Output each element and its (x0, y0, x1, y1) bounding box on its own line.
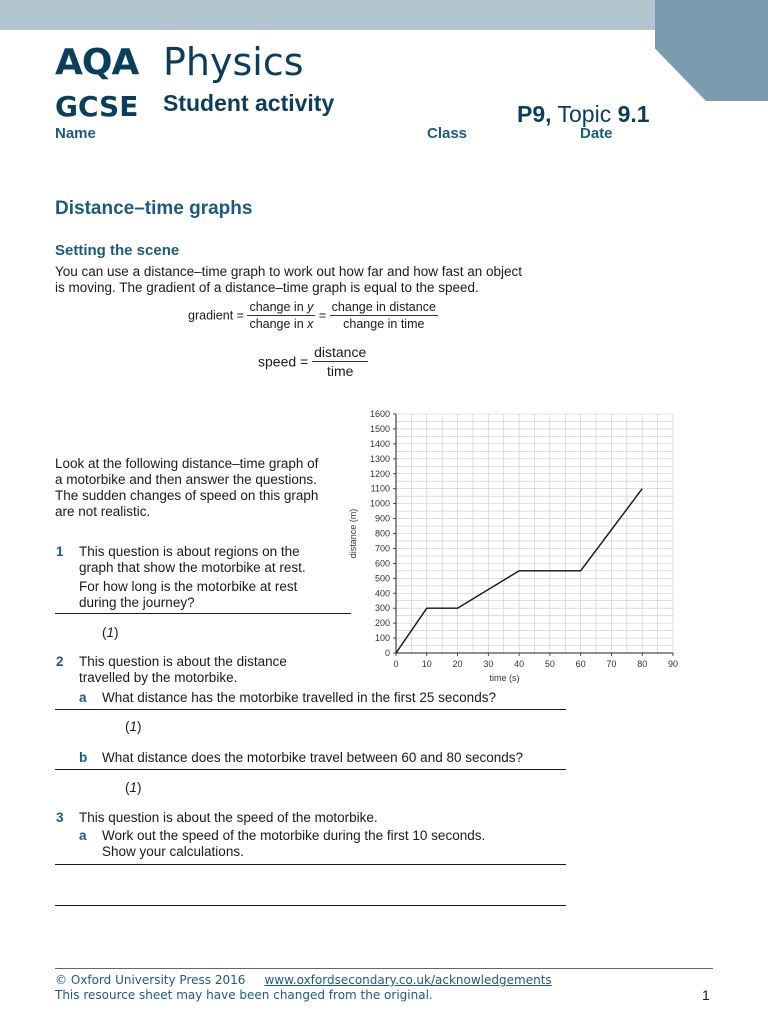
scene-line-2: is moving. The gradient of a distance–time graph is equal to the speed. (55, 280, 479, 295)
equals-sign: = (318, 308, 327, 323)
y-tick-label: 400 (374, 588, 390, 599)
name-label: Name (55, 125, 96, 142)
answer-line-q3a[interactable] (55, 864, 566, 865)
mark-allocation: (1) (102, 625, 119, 640)
question-2b-text: What distance does the motorbike travel between 60 and 80 seconds? (102, 750, 524, 765)
question-3a-letter: a (79, 828, 87, 843)
page-number: 1 (702, 987, 710, 1003)
y-axis-label: distance (m) (348, 508, 358, 559)
answer-line-q3a-2[interactable] (55, 905, 566, 906)
activity-label: Student activity (163, 90, 335, 116)
topic-number: 9.1 (617, 101, 650, 127)
y-tick-label: 900 (374, 513, 390, 524)
question-1-text (79, 544, 306, 611)
y-tick-label: 800 (374, 528, 390, 539)
footer-text (55, 973, 552, 987)
speed-numerator: distance (314, 344, 367, 360)
x-tick-label: 80 (637, 659, 648, 669)
x-tick-label: 30 (483, 659, 494, 669)
y-tick-label: 1000 (369, 498, 390, 509)
mark-allocation: (1) (125, 780, 142, 795)
aqa-logo: AQA (55, 42, 139, 83)
y-tick-label: 700 (374, 543, 390, 554)
y-tick-label: 1200 (369, 468, 390, 479)
subject-title: Physics (163, 40, 304, 84)
acknowledgements-link[interactable]: www.oxfordsecondary.co.uk/acknowledgements (264, 973, 552, 987)
question-2a-letter: a (79, 690, 87, 705)
question-2a-text: What distance has the motorbike travelled in the first 25 seconds? (102, 690, 496, 705)
answer-line-q2a[interactable] (55, 709, 566, 710)
question-line: This question is about the distance (79, 654, 287, 669)
y-tick-label: 0 (384, 648, 390, 658)
scene-paragraph (55, 264, 522, 296)
y-tick-label: 500 (374, 573, 390, 584)
y-tick-label: 100 (374, 633, 390, 644)
header-band (0, 0, 768, 30)
x-axis-label: time (s) (489, 673, 520, 683)
fraction-numerator-2: change in distance (331, 300, 436, 314)
question-3-number: 3 (56, 810, 64, 825)
x-tick-label: 90 (667, 659, 679, 669)
fraction-numerator: change in y (249, 300, 314, 314)
footer-divider (55, 968, 713, 969)
question-line: during the journey? (79, 595, 195, 610)
section-heading: Setting the scene (55, 242, 180, 259)
question-2-text (79, 654, 287, 686)
y-tick-label: 600 (374, 558, 390, 569)
intro-line: The sudden changes of speed on this graph (55, 488, 319, 503)
y-tick-label: 300 (374, 603, 390, 614)
question-line: This question is about regions on the (79, 544, 300, 559)
footer-note: This resource sheet may have been changed from the original. (55, 988, 433, 1002)
fraction-distance-over-time (330, 300, 438, 331)
fraction-speed (312, 344, 368, 379)
chart-grid (396, 414, 673, 653)
y-tick-label: 200 (374, 618, 390, 629)
question-line: graph that show the motorbike at rest. (79, 560, 306, 575)
x-tick-label: 20 (452, 659, 463, 669)
question-2-number: 2 (56, 654, 64, 669)
gcse-label: GCSE (55, 90, 139, 123)
topic-word: Topic (557, 101, 612, 127)
x-tick-label: 0 (393, 659, 399, 669)
date-label: Date (580, 125, 613, 142)
topic-label (517, 101, 650, 128)
intro-paragraph (55, 456, 318, 520)
speed-denominator: time (326, 363, 354, 379)
answer-line-q2b[interactable] (55, 769, 566, 770)
class-label: Class (427, 125, 468, 142)
copyright-text: © Oxford University Press 2016 (55, 973, 246, 987)
mark-allocation: (1) (125, 719, 142, 734)
distance-time-chart (340, 400, 685, 690)
y-tick-label: 1600 (369, 409, 390, 419)
fraction-denominator-2: change in time (343, 317, 425, 331)
question-line: For how long is the motorbike at rest (79, 579, 298, 594)
x-tick-label: 10 (421, 659, 432, 669)
fraction-denominator: change in x (249, 317, 314, 331)
page-title: Distance–time graphs (55, 198, 253, 219)
y-tick-label: 1500 (369, 423, 390, 434)
x-tick-label: 70 (606, 659, 617, 669)
header-hexagon-shape (655, 0, 768, 101)
fraction-y-over-x (247, 300, 315, 331)
question-line: travelled by the motorbike. (79, 670, 238, 685)
chart-ticks (370, 409, 678, 669)
x-tick-label: 60 (575, 659, 586, 669)
question-3-text: This question is about the speed of the motorbike. (79, 810, 378, 825)
question-3a-text (102, 828, 485, 860)
question-line: Show your calculations. (102, 844, 244, 859)
question-1-number: 1 (56, 544, 64, 559)
speed-formula (258, 344, 368, 379)
question-2b-letter: b (79, 750, 88, 765)
x-tick-label: 50 (544, 659, 555, 669)
scene-line-1: You can use a distance–time graph to work out how far and how fast an object (55, 264, 523, 279)
intro-line: are not realistic. (55, 504, 151, 519)
y-tick-label: 1100 (370, 483, 390, 494)
intro-line: Look at the following distance–time graph of (55, 456, 319, 471)
speed-label: speed = (258, 353, 309, 370)
x-tick-label: 40 (514, 659, 525, 669)
gradient-formula (188, 300, 438, 331)
gradient-label: gradient = (188, 308, 244, 323)
question-line: Work out the speed of the motorbike during the first 10 seconds. (102, 828, 486, 843)
intro-line: a motorbike and then answer the questions. (55, 472, 317, 487)
topic-prefix: P9, (517, 101, 552, 127)
y-tick-label: 1400 (369, 438, 390, 449)
y-tick-label: 1300 (369, 453, 390, 464)
answer-line-q1[interactable] (55, 613, 351, 614)
